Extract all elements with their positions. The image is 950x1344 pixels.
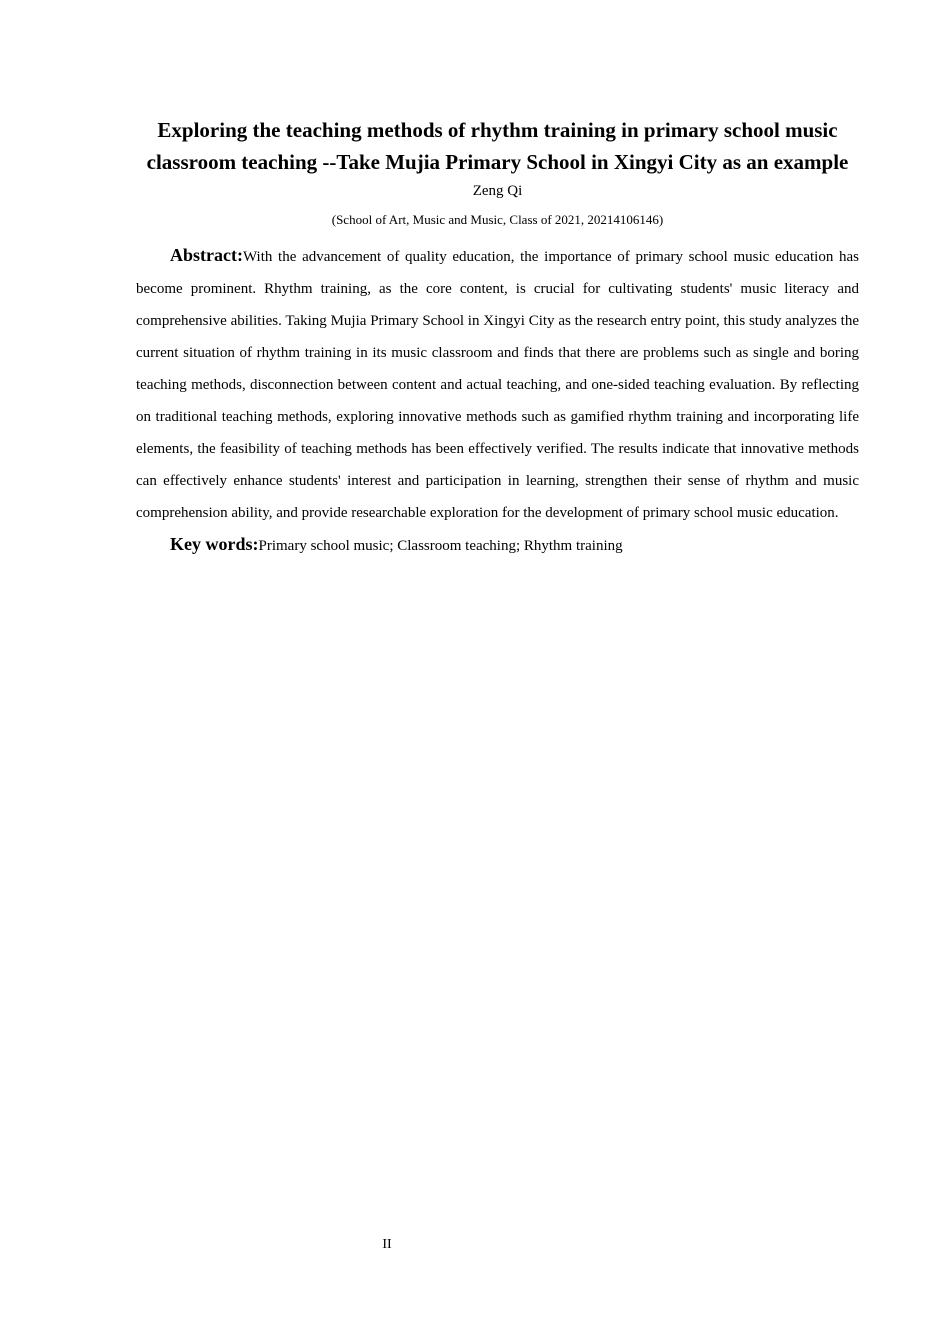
paper-title: Exploring the teaching methods of rhythm training in primary school music classroom teaching --Take Mujia Primary School in Xingyi City as an example <box>146 118 849 174</box>
keywords-text: Primary school music; Classroom teaching; Rhythm training <box>258 538 623 554</box>
author-name: Zeng Qi <box>472 183 523 199</box>
keywords-paragraph <box>136 529 859 561</box>
document-page <box>136 114 859 561</box>
keywords-label: Key words: <box>170 534 259 554</box>
page-number: II <box>382 1237 392 1252</box>
abstract-text: With the advancement of quality education, the importance of primary school music education has become prominent. Rhythm training, as the core content, is crucial for cultivating students' music literacy and comprehensive abilities. Taking Mujia Primary School in Xingyi City as the research entry point, this study analyzes the current situation of rhythm training in its music classroom and finds that there are problems such as single and boring teaching methods, disconnection between content and actual teaching, and one-sided teaching evaluation. By reflecting on traditional teaching methods, exploring innovative methods such as gamified rhythm training and incorporating life elements, the feasibility of teaching methods has been effectively verified. The results indicate that innovative methods can effectively enhance students' interest and participation in learning, strengthen their sense of rhythm and music comprehension ability, and provide researchable exploration for the development of primary school music education. <box>136 249 859 521</box>
abstract-label: Abstract: <box>170 245 243 265</box>
abstract-paragraph <box>136 239 859 529</box>
author-affiliation: (School of Art, Music and Music, Class of 2021, 20214106146) <box>331 212 664 227</box>
